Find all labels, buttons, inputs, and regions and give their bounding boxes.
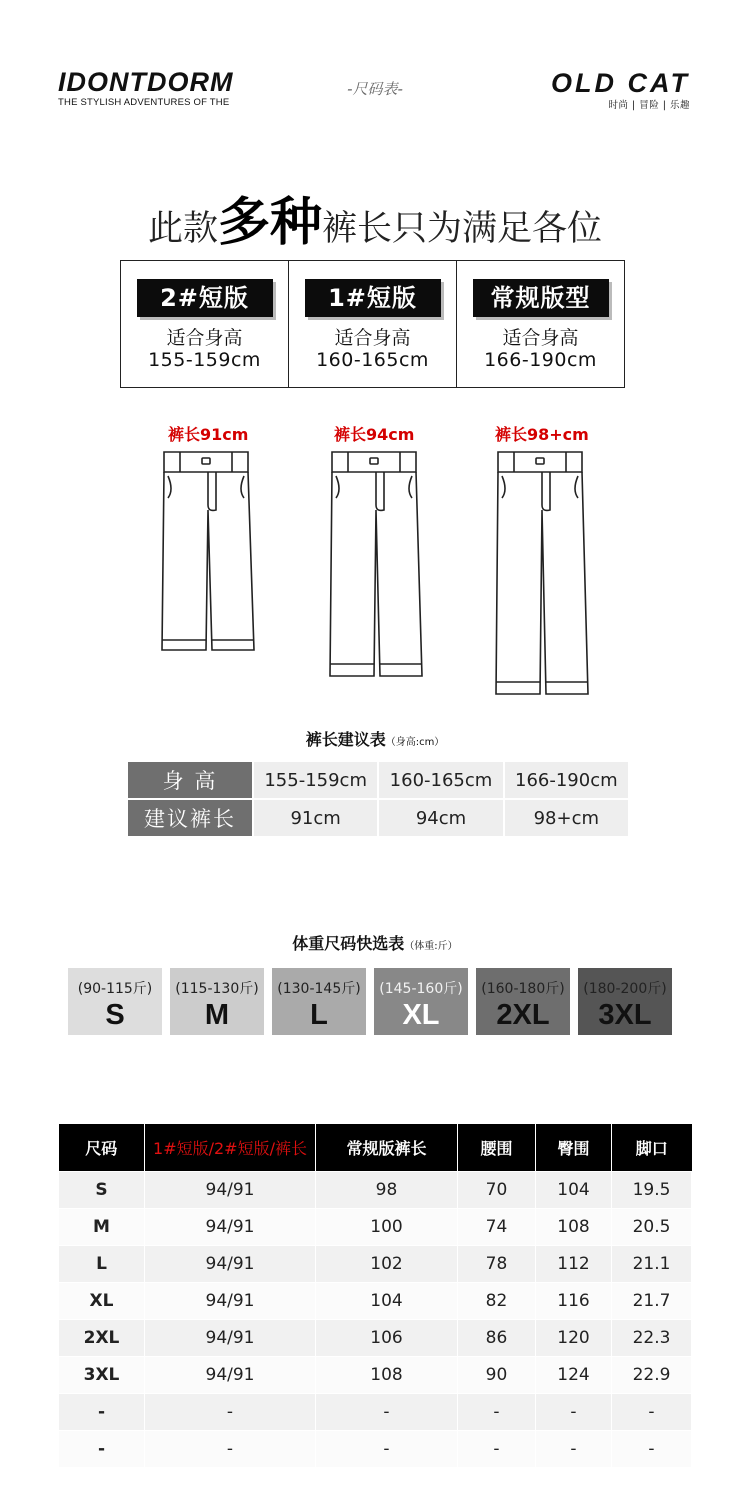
table-cell: - (612, 1394, 692, 1431)
weight-size: 3XL (598, 999, 652, 1031)
pants-regular-icon (494, 450, 590, 698)
size-cell: 2XL (59, 1320, 145, 1357)
weight-table-unit: （体重:斤） (404, 941, 458, 952)
table-cell: 86 (458, 1320, 536, 1357)
fit-range: 155-159cm (148, 349, 261, 371)
table-cell: 74 (458, 1209, 536, 1246)
headline-post: 裤长只为满足各位 (322, 209, 603, 249)
size-table-body (59, 1172, 692, 1468)
table-cell: 20.5 (612, 1209, 692, 1246)
weight-size: 2XL (496, 999, 550, 1031)
table-cell: 98+cm (505, 800, 628, 836)
weight-size: S (105, 999, 125, 1031)
column-header: 腰围 (458, 1124, 536, 1172)
table-cell: 100 (316, 1209, 458, 1246)
table-cell: - (458, 1394, 536, 1431)
brand-right (551, 70, 690, 111)
fit-range: 160-165cm (316, 349, 429, 371)
table-cell: 90 (458, 1357, 536, 1394)
table-row (59, 1394, 692, 1431)
size-cell: - (59, 1394, 145, 1431)
fit-cell (456, 261, 624, 387)
size-cell: 3XL (59, 1357, 145, 1394)
table-header-row (59, 1124, 692, 1172)
table-row (59, 1357, 692, 1394)
weight-chips (68, 968, 672, 1035)
table-cell: 94/91 (145, 1283, 316, 1320)
pants-length-label: 裤长94cm (334, 425, 415, 444)
table-cell: 124 (536, 1357, 612, 1394)
size-cell: - (59, 1431, 145, 1468)
table-cell: 22.9 (612, 1357, 692, 1394)
column-header: 脚口 (612, 1124, 692, 1172)
pants-length-label: 裤长98+cm (495, 425, 589, 444)
fit-label: 1#短版 (305, 279, 441, 317)
table-cell: 120 (536, 1320, 612, 1357)
weight-table-title-text: 体重尺码快选表 (292, 934, 405, 953)
table-cell: 70 (458, 1172, 536, 1209)
weight-range: (115-130斤) (175, 981, 259, 997)
weight-chip (68, 968, 162, 1035)
size-table (58, 1124, 692, 1468)
table-cell: 94/91 (145, 1172, 316, 1209)
table-cell: 94/91 (145, 1320, 316, 1357)
table-cell: 104 (316, 1283, 458, 1320)
weight-chip (374, 968, 468, 1035)
table-row (59, 1431, 692, 1468)
fit-desc: 适合身高 (502, 327, 579, 349)
weight-size: XL (402, 999, 440, 1031)
table-cell: 108 (536, 1209, 612, 1246)
brand-left-logo: IDONTDORM (58, 67, 234, 97)
pants-short-2-icon (160, 450, 256, 662)
fit-cell (121, 261, 288, 387)
weight-range: (180-200斤) (583, 981, 667, 997)
table-cell: 112 (536, 1246, 612, 1283)
table-cell: 160-165cm (379, 762, 502, 798)
fit-options (120, 260, 625, 388)
table-row (59, 1283, 692, 1320)
table-row (128, 762, 628, 798)
table-cell: - (536, 1394, 612, 1431)
weight-chip (578, 968, 672, 1035)
headline-bold: 多种 (217, 193, 322, 253)
length-table-title-text: 裤长建议表 (305, 730, 386, 749)
length-table-title (0, 727, 750, 750)
length-table-unit: （身高:cm） (385, 737, 445, 748)
table-cell: 94cm (379, 800, 502, 836)
column-header: 常规版裤长 (316, 1124, 458, 1172)
table-row (59, 1320, 692, 1357)
table-cell: 98 (316, 1172, 458, 1209)
table-cell: - (536, 1431, 612, 1468)
weight-range: (145-160斤) (379, 981, 463, 997)
table-cell: 106 (316, 1320, 458, 1357)
table-cell: 94/91 (145, 1357, 316, 1394)
weight-range: (160-180斤) (481, 981, 565, 997)
weight-size: M (204, 999, 230, 1031)
size-cell: L (59, 1246, 145, 1283)
brand-right-tagline: 时尚 | 冒险 | 乐趣 (608, 100, 690, 111)
size-cell: XL (59, 1283, 145, 1320)
table-cell: 78 (458, 1246, 536, 1283)
table-cell: - (316, 1394, 458, 1431)
table-cell: 94/91 (145, 1209, 316, 1246)
weight-range: (90-115斤) (77, 981, 153, 997)
column-header: 尺码 (59, 1124, 145, 1172)
table-row (59, 1209, 692, 1246)
fit-cell (288, 261, 456, 387)
table-row-header: 身 高 (128, 762, 252, 798)
brand-right-logo: OLD CAT (551, 68, 690, 98)
table-row (59, 1246, 692, 1283)
page-title: -尺码表- (347, 80, 403, 98)
headline-pre: 此款 (147, 209, 218, 249)
table-cell: - (145, 1394, 316, 1431)
table-cell: 22.3 (612, 1320, 692, 1357)
table-row-header: 建议裤长 (128, 800, 252, 836)
fit-label: 常规版型 (473, 279, 609, 317)
headline (0, 180, 750, 255)
weight-table-title (0, 931, 750, 954)
weight-range: (130-145斤) (277, 981, 361, 997)
column-header: 臀围 (536, 1124, 612, 1172)
table-cell: - (316, 1431, 458, 1468)
table-cell: 82 (458, 1283, 536, 1320)
size-cell: M (59, 1209, 145, 1246)
table-cell: 108 (316, 1357, 458, 1394)
pants-short-1-icon (328, 450, 424, 680)
weight-chip (170, 968, 264, 1035)
table-cell: - (458, 1431, 536, 1468)
table-cell: 116 (536, 1283, 612, 1320)
table-cell: 91cm (254, 800, 377, 836)
size-cell: S (59, 1172, 145, 1209)
table-row (128, 800, 628, 836)
fit-label: 2#短版 (137, 279, 273, 317)
length-table (126, 760, 630, 838)
table-row (59, 1172, 692, 1209)
fit-desc: 适合身高 (334, 327, 411, 349)
table-cell: 166-190cm (505, 762, 628, 798)
table-cell: 21.1 (612, 1246, 692, 1283)
table-cell: 21.7 (612, 1283, 692, 1320)
column-header: 1#短版/2#短版/裤长 (145, 1124, 316, 1172)
table-cell: 155-159cm (254, 762, 377, 798)
table-cell: - (612, 1431, 692, 1468)
table-cell: - (145, 1431, 316, 1468)
weight-chip (476, 968, 570, 1035)
table-cell: 102 (316, 1246, 458, 1283)
weight-size: L (310, 999, 328, 1031)
pants-length-label: 裤长91cm (168, 425, 249, 444)
table-cell: 19.5 (612, 1172, 692, 1209)
table-cell: 94/91 (145, 1246, 316, 1283)
table-cell: 104 (536, 1172, 612, 1209)
brand-left-tagline: THE STYLISH ADVENTURES OF THE (58, 97, 230, 108)
weight-chip (272, 968, 366, 1035)
fit-range: 166-190cm (484, 349, 597, 371)
fit-desc: 适合身高 (166, 327, 243, 349)
